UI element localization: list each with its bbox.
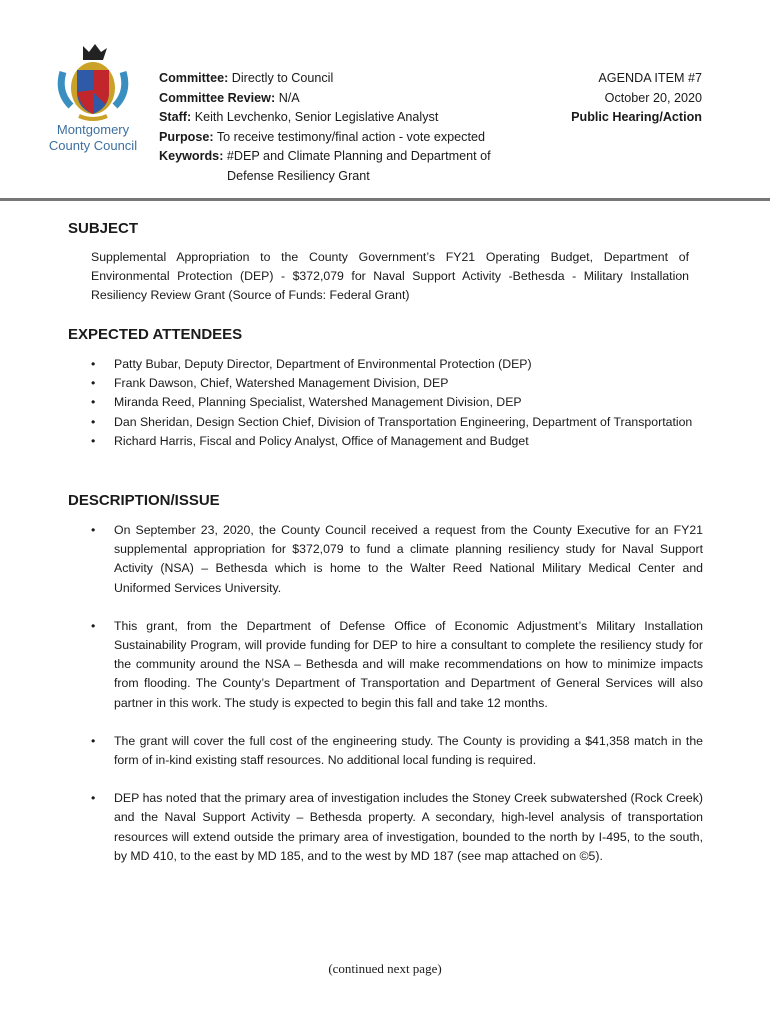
- list-item: • This grant, from the Department of Defense Office of Economic Adjustment’s Military Installation Sustainability Program, will provide funding for DEP to hire a consultant to complete the resiliency study for the community around the NSA – Bethesda and will make recommendations on how to minimize impacts from flooding. The County’s Department of Transportation and Department of General Services will also partner in this work. The study is expected to begin this fall and take 12 months.: [91, 617, 703, 713]
- subject-text: Supplemental Appropriation to the County Government’s FY21 Operating Budget, Department of Environmental Protection (DEP) - $372,079 for Naval Support Activity -Bethesda - Military Installation Resiliency Review Grant (Source of Funds: Federal Grant): [91, 250, 689, 303]
- list-item: • On September 23, 2020, the County Council received a request from the County Executive for an FY21 supplemental appropriation for $372,079 to fund a climate planning resiliency study for Naval Support Activity (NSA) – Bethesda which is home to the Walter Reed National Military Medical Center and Uniformed Services University.: [91, 521, 703, 598]
- list-item: • Richard Harris, Fiscal and Policy Analyst, Office of Management and Budget: [91, 432, 703, 451]
- org-name: Montgomery: [56, 122, 130, 137]
- list-item: • Dan Sheridan, Design Section Chief, Division of Transportation Engineering, Department of Transportation: [91, 413, 703, 432]
- meta-keywords-cont: Defense Resiliency Grant: [227, 168, 370, 183]
- agenda-type: Public Hearing/Action: [571, 110, 702, 125]
- header-divider: [0, 198, 770, 201]
- meta-committee: Committee: Directly to Council: [159, 71, 334, 85]
- org-name-line2: County Council: [48, 138, 138, 153]
- agenda-block: [571, 69, 702, 128]
- list-item: • The grant will cover the full cost of the engineering study. The County is providing a $41,358 match in the form of in-kind existing staff resources. No additional local funding is required.: [91, 732, 703, 770]
- attendees-heading: EXPECTED ATTENDEES: [68, 326, 243, 343]
- list-item: • Patty Bubar, Deputy Director, Department of Environmental Protection (DEP): [91, 355, 703, 374]
- list-item: • Miranda Reed, Planning Specialist, Watershed Management Division, DEP: [91, 393, 703, 412]
- continued-note: (continued next page): [328, 961, 442, 976]
- agenda-item: AGENDA ITEM #7: [598, 71, 702, 85]
- council-logo: [44, 42, 142, 154]
- attendees-list: [91, 355, 703, 451]
- list-item: • Frank Dawson, Chief, Watershed Management Division, DEP: [91, 374, 703, 393]
- meta-committee-review: Committee Review: N/A: [159, 90, 300, 105]
- coat-of-arms-icon: [53, 42, 133, 122]
- meta-block: [159, 69, 491, 187]
- description-list: [91, 521, 703, 866]
- description-heading: DESCRIPTION/ISSUE: [68, 492, 220, 509]
- subject-heading: SUBJECT: [68, 220, 139, 237]
- list-item: • DEP has noted that the primary area of investigation includes the Stoney Creek subwatershed (Rock Creek) and the Naval Support Activity – Bethesda property. A secondary, high-level analysis of transportation resources will extend outside the primary area of investigation, bounded to the north by I-495, to the south, by MD 410, to the east by MD 185, and to the west by MD 187 (see map attached on ©5).: [91, 789, 703, 866]
- meta-staff: Staff: Keith Levchenko, Senior Legislative Analyst: [159, 110, 439, 125]
- agenda-date: October 20, 2020: [604, 90, 702, 105]
- meta-keywords: Keywords: #DEP and Climate Planning and Department of: [159, 149, 491, 164]
- meta-purpose: Purpose: To receive testimony/final action - vote expected: [159, 129, 485, 144]
